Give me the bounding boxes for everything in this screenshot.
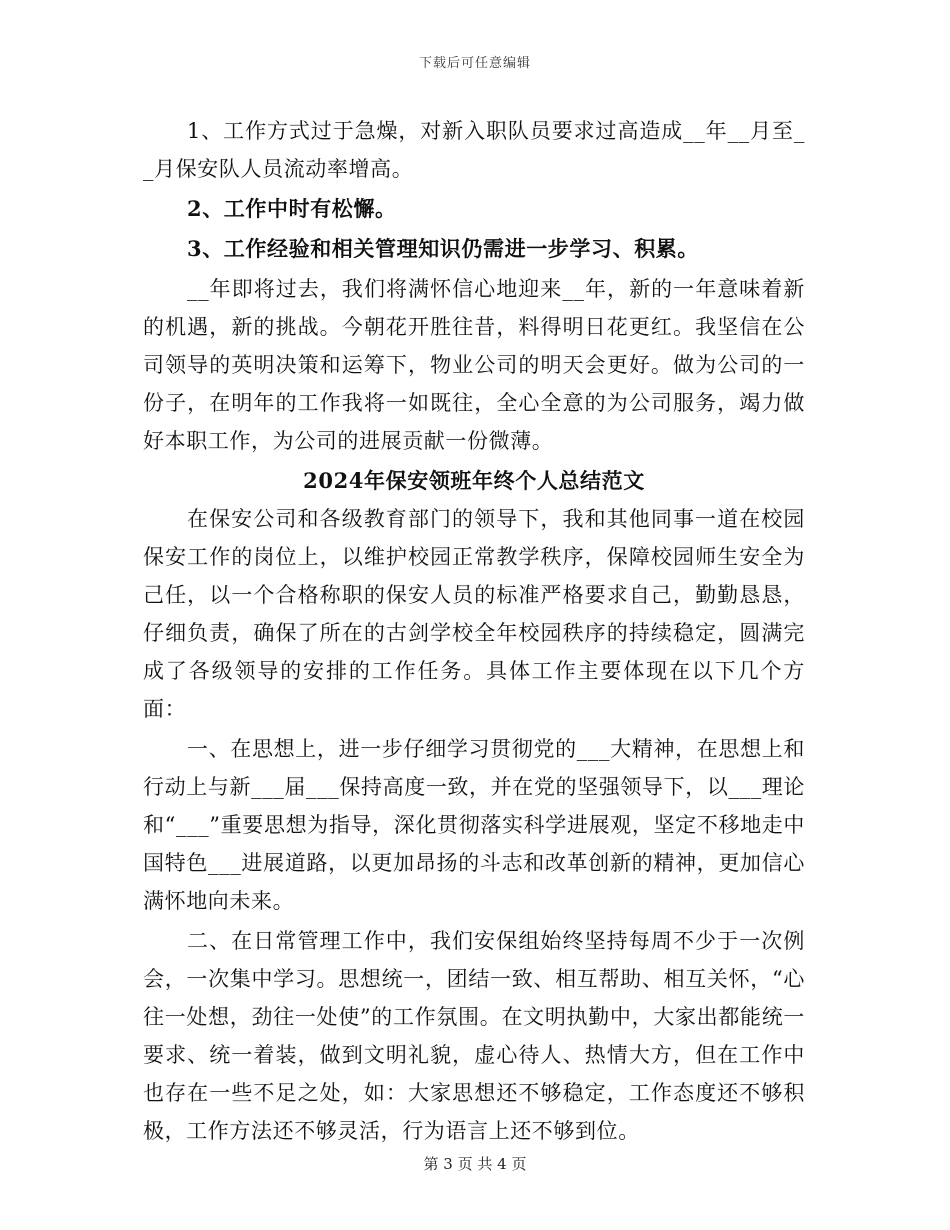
page-number: 第 3 页 共 4 页	[423, 1155, 527, 1173]
article-title: 2024年保安领班年终个人总结范文	[303, 468, 645, 493]
document-body	[143, 112, 805, 1152]
shortcoming-item-3: 3、工作经验和相关管理知识仍需进一步学习、积累。	[187, 236, 700, 261]
shortcoming-item-1: 1、工作方式过于急燥，对新入职队员要求过高造成__年__月至__月保安队人员流动率增高。	[143, 119, 805, 181]
intro-paragraph: 在保安公司和各级教育部门的领导下，我和其他同事一道在校园保安工作的岗位上，以维护校园正常教学秩序，保障校园师生安全为己任，以一个合格称职的保安人员的标准严格要求自己，勤勤恳恳，仔细负责，确保了所在的古剑学校全年校园秩序的持续稳定，圆满完成了各级领导的安排的工作任务。具体工作主要体现在以下几个方面：	[143, 507, 805, 721]
point-1-paragraph: 一、在思想上，进一步仔细学习贯彻党的___大精神，在思想上和行动上与新___届___保持高度一致，并在党的坚强领导下，以___理论和“___”重要思想为指导，深化贯彻落实科学进展观，坚定不移地走中国特色___进展道路，以更加昂扬的斗志和改革创新的精神，更加信心满怀地向未来。	[143, 737, 805, 913]
shortcoming-item-2: 2、工作中时有松懈。	[187, 196, 397, 221]
closing-paragraph: __年即将过去，我们将满怀信心地迎来__年，新的一年意味着新的机遇，新的挑战。今朝花开胜往昔，料得明日花更红。我坚信在公司领导的英明决策和运筹下，物业公司的明天会更好。做为公司的一份子，在明年的工作我将一如既往，全心全意的为公司服务，竭力做好本职工作，为公司的进展贡献一份微薄。	[143, 277, 805, 453]
point-2-paragraph: 二、在日常管理工作中，我们安保组始终坚持每周不少于一次例会，一次集中学习。思想统一，团结一致、相互帮助、相互关怀，“心往一处想，劲往一处使”的工作氛围。在文明执勤中，大家出都能统一要求、统一着装，做到文明礼貌，虚心待人、热情大方，但在工作中也存在一些不足之处，如：大家思想还不够稳定，工作态度还不够积极，工作方法还不够灵活，行为语言上还不够到位。	[143, 929, 805, 1143]
header-note: 下载后可任意编辑	[418, 56, 531, 71]
